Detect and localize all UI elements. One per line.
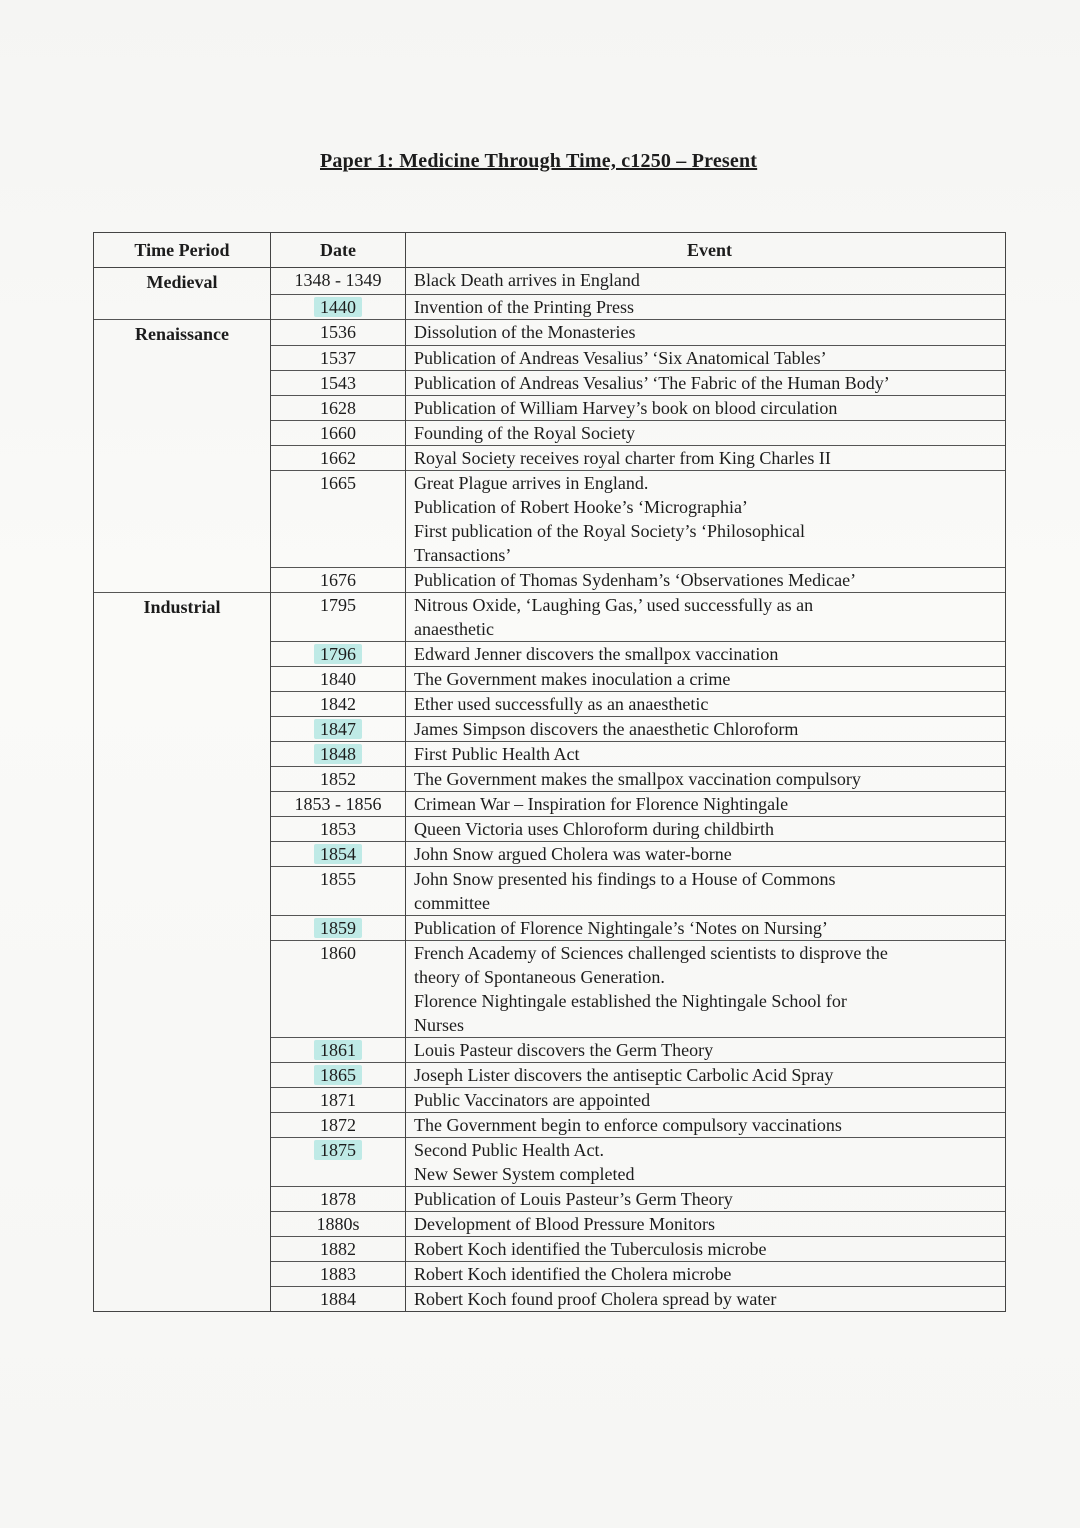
date-value: 1665 bbox=[320, 473, 356, 493]
date-cell bbox=[271, 717, 406, 742]
event-text: Royal Society receives royal charter from King Charles II bbox=[414, 448, 831, 468]
time-period-cell bbox=[94, 667, 271, 692]
date-value: 1854 bbox=[314, 844, 362, 864]
date-cell bbox=[271, 667, 406, 692]
date-value: 1662 bbox=[320, 448, 356, 468]
table-row bbox=[94, 346, 1006, 371]
event-cell bbox=[406, 346, 1006, 371]
table-row bbox=[94, 1262, 1006, 1287]
time-period-cell bbox=[94, 446, 271, 471]
event-text: Public Vaccinators are appointed bbox=[414, 1090, 651, 1110]
date-value: 1860 bbox=[320, 943, 356, 963]
date-cell bbox=[271, 742, 406, 767]
time-period-cell bbox=[94, 1088, 271, 1113]
time-period-cell bbox=[94, 941, 271, 1038]
date-value: 1882 bbox=[320, 1239, 356, 1259]
date-cell bbox=[271, 446, 406, 471]
event-text: Publication of Louis Pasteur’s Germ Theory bbox=[414, 1189, 733, 1209]
event-cell bbox=[406, 396, 1006, 421]
date-value: 1848 bbox=[314, 744, 362, 764]
date-cell bbox=[271, 593, 406, 642]
date-cell bbox=[271, 642, 406, 667]
time-period-cell bbox=[94, 294, 271, 319]
date-cell bbox=[271, 268, 406, 295]
event-text: The Government makes inoculation a crime bbox=[414, 669, 731, 689]
event-text-line: Great Plague arrives in England. bbox=[414, 473, 649, 493]
event-cell bbox=[406, 842, 1006, 867]
header-date: Date bbox=[271, 233, 406, 268]
time-period-label: Industrial bbox=[143, 597, 221, 617]
date-cell bbox=[271, 842, 406, 867]
date-value: 1872 bbox=[320, 1115, 356, 1135]
table-row bbox=[94, 916, 1006, 941]
time-period-label: Medieval bbox=[146, 272, 218, 292]
date-cell bbox=[271, 1237, 406, 1262]
table-row bbox=[94, 593, 1006, 642]
event-cell bbox=[406, 1212, 1006, 1237]
date-value: 1628 bbox=[320, 398, 356, 418]
event-cell bbox=[406, 792, 1006, 817]
date-value: 1795 bbox=[320, 595, 356, 615]
date-cell bbox=[271, 1287, 406, 1312]
table-row bbox=[94, 817, 1006, 842]
header-time-period: Time Period bbox=[94, 233, 271, 268]
event-text: Robert Koch identified the Tuberculosis microbe bbox=[414, 1239, 767, 1259]
event-text-line: anaesthetic bbox=[414, 619, 494, 639]
time-period-cell bbox=[94, 817, 271, 842]
date-value: 1878 bbox=[320, 1189, 356, 1209]
date-value: 1861 bbox=[314, 1040, 362, 1060]
date-cell bbox=[271, 396, 406, 421]
event-text: Publication of Thomas Sydenham’s ‘Observationes Medicae’ bbox=[414, 570, 857, 590]
event-cell bbox=[406, 767, 1006, 792]
date-cell bbox=[271, 294, 406, 319]
date-value: 1871 bbox=[320, 1090, 356, 1110]
table-row bbox=[94, 767, 1006, 792]
table-row bbox=[94, 371, 1006, 396]
event-cell bbox=[406, 421, 1006, 446]
date-value: 1883 bbox=[320, 1264, 356, 1284]
event-cell bbox=[406, 471, 1006, 568]
timeline-body bbox=[94, 268, 1006, 1312]
event-text-line: Florence Nightingale established the Nightingale School for bbox=[414, 991, 847, 1011]
event-text-line: New Sewer System completed bbox=[414, 1164, 635, 1184]
event-text: Queen Victoria uses Chloroform during childbirth bbox=[414, 819, 775, 839]
date-value: 1855 bbox=[320, 869, 356, 889]
time-period-cell bbox=[94, 471, 271, 568]
event-cell bbox=[406, 642, 1006, 667]
date-value: 1865 bbox=[314, 1065, 362, 1085]
event-text: Development of Blood Pressure Monitors bbox=[414, 1214, 715, 1234]
time-period-cell bbox=[94, 1187, 271, 1212]
event-text: First Public Health Act bbox=[414, 744, 580, 764]
event-text: Edward Jenner discovers the smallpox vaccination bbox=[414, 644, 779, 664]
event-text: Publication of William Harvey’s book on blood circulation bbox=[414, 398, 838, 418]
date-value: 1660 bbox=[320, 423, 356, 443]
time-period-cell bbox=[94, 792, 271, 817]
time-period-cell bbox=[94, 319, 271, 346]
event-text-line: John Snow presented his findings to a House of Commons bbox=[414, 869, 836, 889]
date-cell bbox=[271, 319, 406, 346]
time-period-label: Renaissance bbox=[135, 323, 229, 344]
time-period-cell bbox=[94, 767, 271, 792]
date-value: 1884 bbox=[320, 1289, 356, 1309]
table-row bbox=[94, 642, 1006, 667]
event-cell bbox=[406, 1088, 1006, 1113]
date-value: 1440 bbox=[314, 297, 362, 317]
header-event: Event bbox=[406, 233, 1006, 268]
date-cell bbox=[271, 1187, 406, 1212]
table-row bbox=[94, 294, 1006, 319]
event-cell bbox=[406, 268, 1006, 295]
event-text-line: Transactions’ bbox=[414, 545, 512, 565]
event-cell bbox=[406, 1038, 1006, 1063]
date-value: 1880s bbox=[316, 1214, 360, 1234]
table-row bbox=[94, 792, 1006, 817]
event-cell bbox=[406, 1187, 1006, 1212]
date-value: 1840 bbox=[320, 669, 356, 689]
time-period-cell bbox=[94, 371, 271, 396]
event-text: Publication of Florence Nightingale’s ‘Notes on Nursing’ bbox=[414, 918, 828, 938]
time-period-cell bbox=[94, 1063, 271, 1088]
event-text: The Government makes the smallpox vaccination compulsory bbox=[414, 769, 861, 789]
time-period-cell bbox=[94, 1287, 271, 1312]
date-value: 1853 bbox=[320, 819, 356, 839]
date-value: 1348 - 1349 bbox=[294, 270, 382, 290]
date-cell bbox=[271, 471, 406, 568]
date-value: 1853 - 1856 bbox=[294, 794, 382, 814]
event-text: Robert Koch found proof Cholera spread by water bbox=[414, 1289, 777, 1309]
event-cell bbox=[406, 1287, 1006, 1312]
event-text: Black Death arrives in England bbox=[414, 270, 640, 290]
event-cell bbox=[406, 568, 1006, 593]
table-row bbox=[94, 1187, 1006, 1212]
table-row bbox=[94, 396, 1006, 421]
event-cell bbox=[406, 593, 1006, 642]
table-row bbox=[94, 471, 1006, 568]
date-cell bbox=[271, 421, 406, 446]
table-row bbox=[94, 1038, 1006, 1063]
date-cell bbox=[271, 916, 406, 941]
time-period-cell bbox=[94, 1262, 271, 1287]
table-row bbox=[94, 742, 1006, 767]
table-row bbox=[94, 867, 1006, 916]
event-text: Publication of Andreas Vesalius’ ‘The Fabric of the Human Body’ bbox=[414, 373, 890, 393]
event-cell bbox=[406, 692, 1006, 717]
date-cell bbox=[271, 346, 406, 371]
time-period-cell bbox=[94, 346, 271, 371]
date-value: 1847 bbox=[314, 719, 362, 739]
date-cell bbox=[271, 371, 406, 396]
time-period-cell bbox=[94, 396, 271, 421]
table-row bbox=[94, 1138, 1006, 1187]
event-text: Founding of the Royal Society bbox=[414, 423, 635, 443]
date-cell bbox=[271, 767, 406, 792]
time-period-cell bbox=[94, 593, 271, 642]
time-period-cell bbox=[94, 867, 271, 916]
event-cell bbox=[406, 941, 1006, 1038]
time-period-cell bbox=[94, 1237, 271, 1262]
event-text: Joseph Lister discovers the antiseptic Carbolic Acid Spray bbox=[414, 1065, 834, 1085]
table-row bbox=[94, 1063, 1006, 1088]
event-text: The Government begin to enforce compulsory vaccinations bbox=[414, 1115, 842, 1135]
event-cell bbox=[406, 717, 1006, 742]
table-row bbox=[94, 1113, 1006, 1138]
event-cell bbox=[406, 446, 1006, 471]
date-cell bbox=[271, 1038, 406, 1063]
date-cell bbox=[271, 1212, 406, 1237]
date-cell bbox=[271, 1088, 406, 1113]
event-text-line: French Academy of Sciences challenged scientists to disprove the bbox=[414, 943, 888, 963]
event-text-line: Nitrous Oxide, ‘Laughing Gas,’ used successfully as an bbox=[414, 595, 814, 615]
date-value: 1537 bbox=[320, 348, 356, 368]
date-cell bbox=[271, 1063, 406, 1088]
table-row bbox=[94, 717, 1006, 742]
event-text: Robert Koch identified the Cholera microbe bbox=[414, 1264, 732, 1284]
table-row bbox=[94, 421, 1006, 446]
event-text-line: Publication of Robert Hooke’s ‘Micrographia’ bbox=[414, 497, 748, 517]
event-text: Invention of the Printing Press bbox=[414, 296, 634, 317]
event-cell bbox=[406, 817, 1006, 842]
time-period-cell bbox=[94, 842, 271, 867]
event-text: Ether used successfully as an anaesthetic bbox=[414, 694, 709, 714]
table-row bbox=[94, 268, 1006, 295]
event-cell bbox=[406, 1237, 1006, 1262]
event-text: Publication of Andreas Vesalius’ ‘Six Anatomical Tables’ bbox=[414, 348, 827, 368]
table-row bbox=[94, 941, 1006, 1038]
event-text: James Simpson discovers the anaesthetic Chloroform bbox=[414, 719, 799, 739]
table-row bbox=[94, 446, 1006, 471]
time-period-cell bbox=[94, 916, 271, 941]
event-cell bbox=[406, 1262, 1006, 1287]
date-cell bbox=[271, 817, 406, 842]
table-header-row bbox=[94, 233, 1006, 268]
date-cell bbox=[271, 1113, 406, 1138]
event-text-line: Nurses bbox=[414, 1015, 464, 1035]
time-period-cell bbox=[94, 717, 271, 742]
event-cell bbox=[406, 1138, 1006, 1187]
event-cell bbox=[406, 1063, 1006, 1088]
event-text: Dissolution of the Monasteries bbox=[414, 321, 636, 342]
date-cell bbox=[271, 692, 406, 717]
time-period-cell bbox=[94, 1113, 271, 1138]
event-text: John Snow argued Cholera was water-borne bbox=[414, 844, 732, 864]
time-period-cell bbox=[94, 1138, 271, 1187]
date-cell bbox=[271, 941, 406, 1038]
date-value: 1859 bbox=[314, 918, 362, 938]
event-text: Crimean War – Inspiration for Florence Nightingale bbox=[414, 794, 789, 814]
date-value: 1536 bbox=[320, 321, 356, 342]
time-period-cell bbox=[94, 568, 271, 593]
event-cell bbox=[406, 916, 1006, 941]
event-cell bbox=[406, 371, 1006, 396]
event-cell bbox=[406, 319, 1006, 346]
table-row bbox=[94, 1088, 1006, 1113]
table-row bbox=[94, 319, 1006, 346]
date-value: 1676 bbox=[320, 570, 356, 590]
event-cell bbox=[406, 294, 1006, 319]
table-row bbox=[94, 568, 1006, 593]
event-cell bbox=[406, 867, 1006, 916]
table-row bbox=[94, 667, 1006, 692]
date-cell bbox=[271, 568, 406, 593]
table-row bbox=[94, 1237, 1006, 1262]
time-period-cell bbox=[94, 421, 271, 446]
event-cell bbox=[406, 742, 1006, 767]
time-period-cell bbox=[94, 642, 271, 667]
time-period-cell bbox=[94, 742, 271, 767]
event-text-line: First publication of the Royal Society’s ‘Philosophical bbox=[414, 521, 805, 541]
time-period-cell bbox=[94, 1212, 271, 1237]
event-text: Louis Pasteur discovers the Germ Theory bbox=[414, 1040, 714, 1060]
date-cell bbox=[271, 1138, 406, 1187]
document-title: Paper 1: Medicine Through Time, c1250 – Present bbox=[320, 150, 758, 172]
time-period-cell bbox=[94, 1038, 271, 1063]
date-value: 1796 bbox=[314, 644, 362, 664]
event-text-line: theory of Spontaneous Generation. bbox=[414, 967, 665, 987]
date-value: 1842 bbox=[320, 694, 356, 714]
date-value: 1852 bbox=[320, 769, 356, 789]
date-value: 1543 bbox=[320, 373, 356, 393]
time-period-cell bbox=[94, 268, 271, 295]
date-cell bbox=[271, 1262, 406, 1287]
event-cell bbox=[406, 667, 1006, 692]
date-cell bbox=[271, 867, 406, 916]
table-row bbox=[94, 842, 1006, 867]
event-text-line: committee bbox=[414, 893, 490, 913]
timeline-table bbox=[93, 232, 1006, 1312]
date-cell bbox=[271, 792, 406, 817]
table-row bbox=[94, 1287, 1006, 1312]
event-cell bbox=[406, 1113, 1006, 1138]
time-period-cell bbox=[94, 692, 271, 717]
event-text-line: Second Public Health Act. bbox=[414, 1140, 604, 1160]
table-row bbox=[94, 1212, 1006, 1237]
table-row bbox=[94, 692, 1006, 717]
date-value: 1875 bbox=[314, 1140, 362, 1160]
